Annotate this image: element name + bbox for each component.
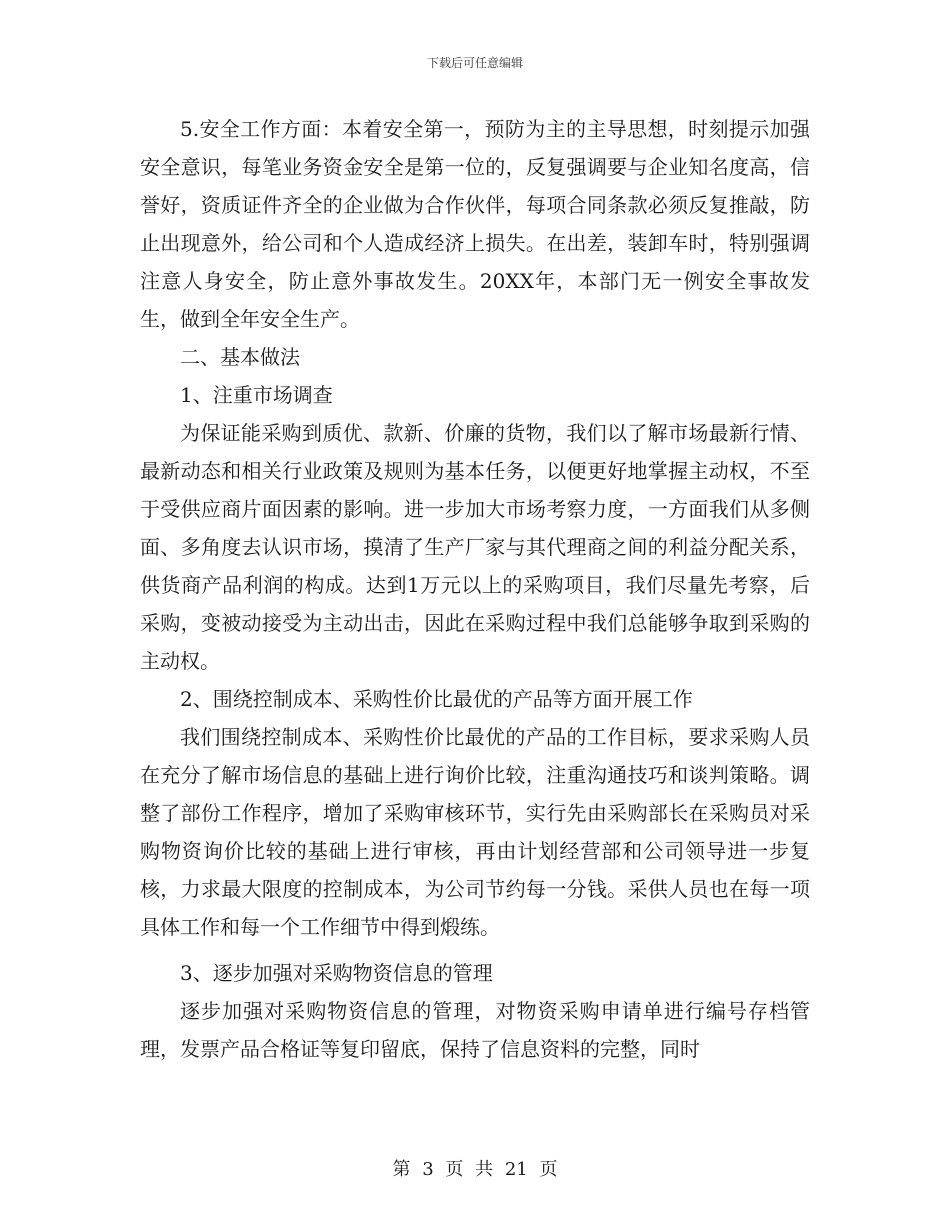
paragraph-market-research: 为保证能采购到质优、款新、价廉的货物，我们以了解市场最新行情、最新动态和相关行业政策及规则为基本任务，以便更好地掌握主动权，不至于受供应商片面因素的影响。进一步加大市场考察力度，一方面我们从多侧面、多角度去认识市场，摸清了生产厂家与其代理商之间的利益分配关系，供货商产品利润的构成。达到1万元以上的采购项目，我们尽量先考察，后采购，变被动接受为主动出击，因此在采购过程中我们总能够争取到采购的主动权。 xyxy=(140,421,810,673)
paragraph-info-management: 逐步加强对采购物资信息的管理，对物资采购申请单进行编号存档管理，发票产品合格证等复印留底，保持了信息资料的完整，同时 xyxy=(140,999,810,1061)
subheading-info-management: 3、逐步加强对采购物资信息的管理 xyxy=(180,961,493,985)
section-heading-basic-methods: 二、基本做法 xyxy=(180,345,300,369)
paragraph-safety: 5.安全工作方面：本着安全第一，预防为主的主导思想，时刻提示加强安全意识，每笔业务资金安全是第一位的，反复强调要与企业知名度高，信誉好，资质证件齐全的企业做为合作伙伴，每项合同条款必须反复推敲，防止出现意外，给公司和个人造成经济上损失。在出差，装卸车时，特别强调注意人身安全，防止意外事故发生。20XX年，本部门无一例安全事故发生，做到全年安全生产。 xyxy=(140,117,810,331)
page-footer: 第 3 页 共 21 页 xyxy=(392,1159,558,1180)
subheading-cost-control: 2、围绕控制成本、采购性价比最优的产品等方面开展工作 xyxy=(180,687,693,711)
document-body xyxy=(140,110,810,1068)
subheading-market-research: 1、注重市场调查 xyxy=(180,383,333,407)
paragraph-cost-control: 我们围绕控制成本、采购性价比最优的产品的工作目标，要求采购人员在充分了解市场信息的基础上进行询价比较，注重沟通技巧和谈判策略。调整了部份工作程序，增加了采购审核环节，实行先由采购部长在采购员对采购物资询价比较的基础上进行审核，再由计划经营部和公司领导进一步复核，力求最大限度的控制成本，为公司节约每一分钱。采供人员也在每一项具体工作和每一个工作细节中得到煅练。 xyxy=(140,725,810,939)
page-header: 下载后可任意编辑 xyxy=(426,56,523,70)
